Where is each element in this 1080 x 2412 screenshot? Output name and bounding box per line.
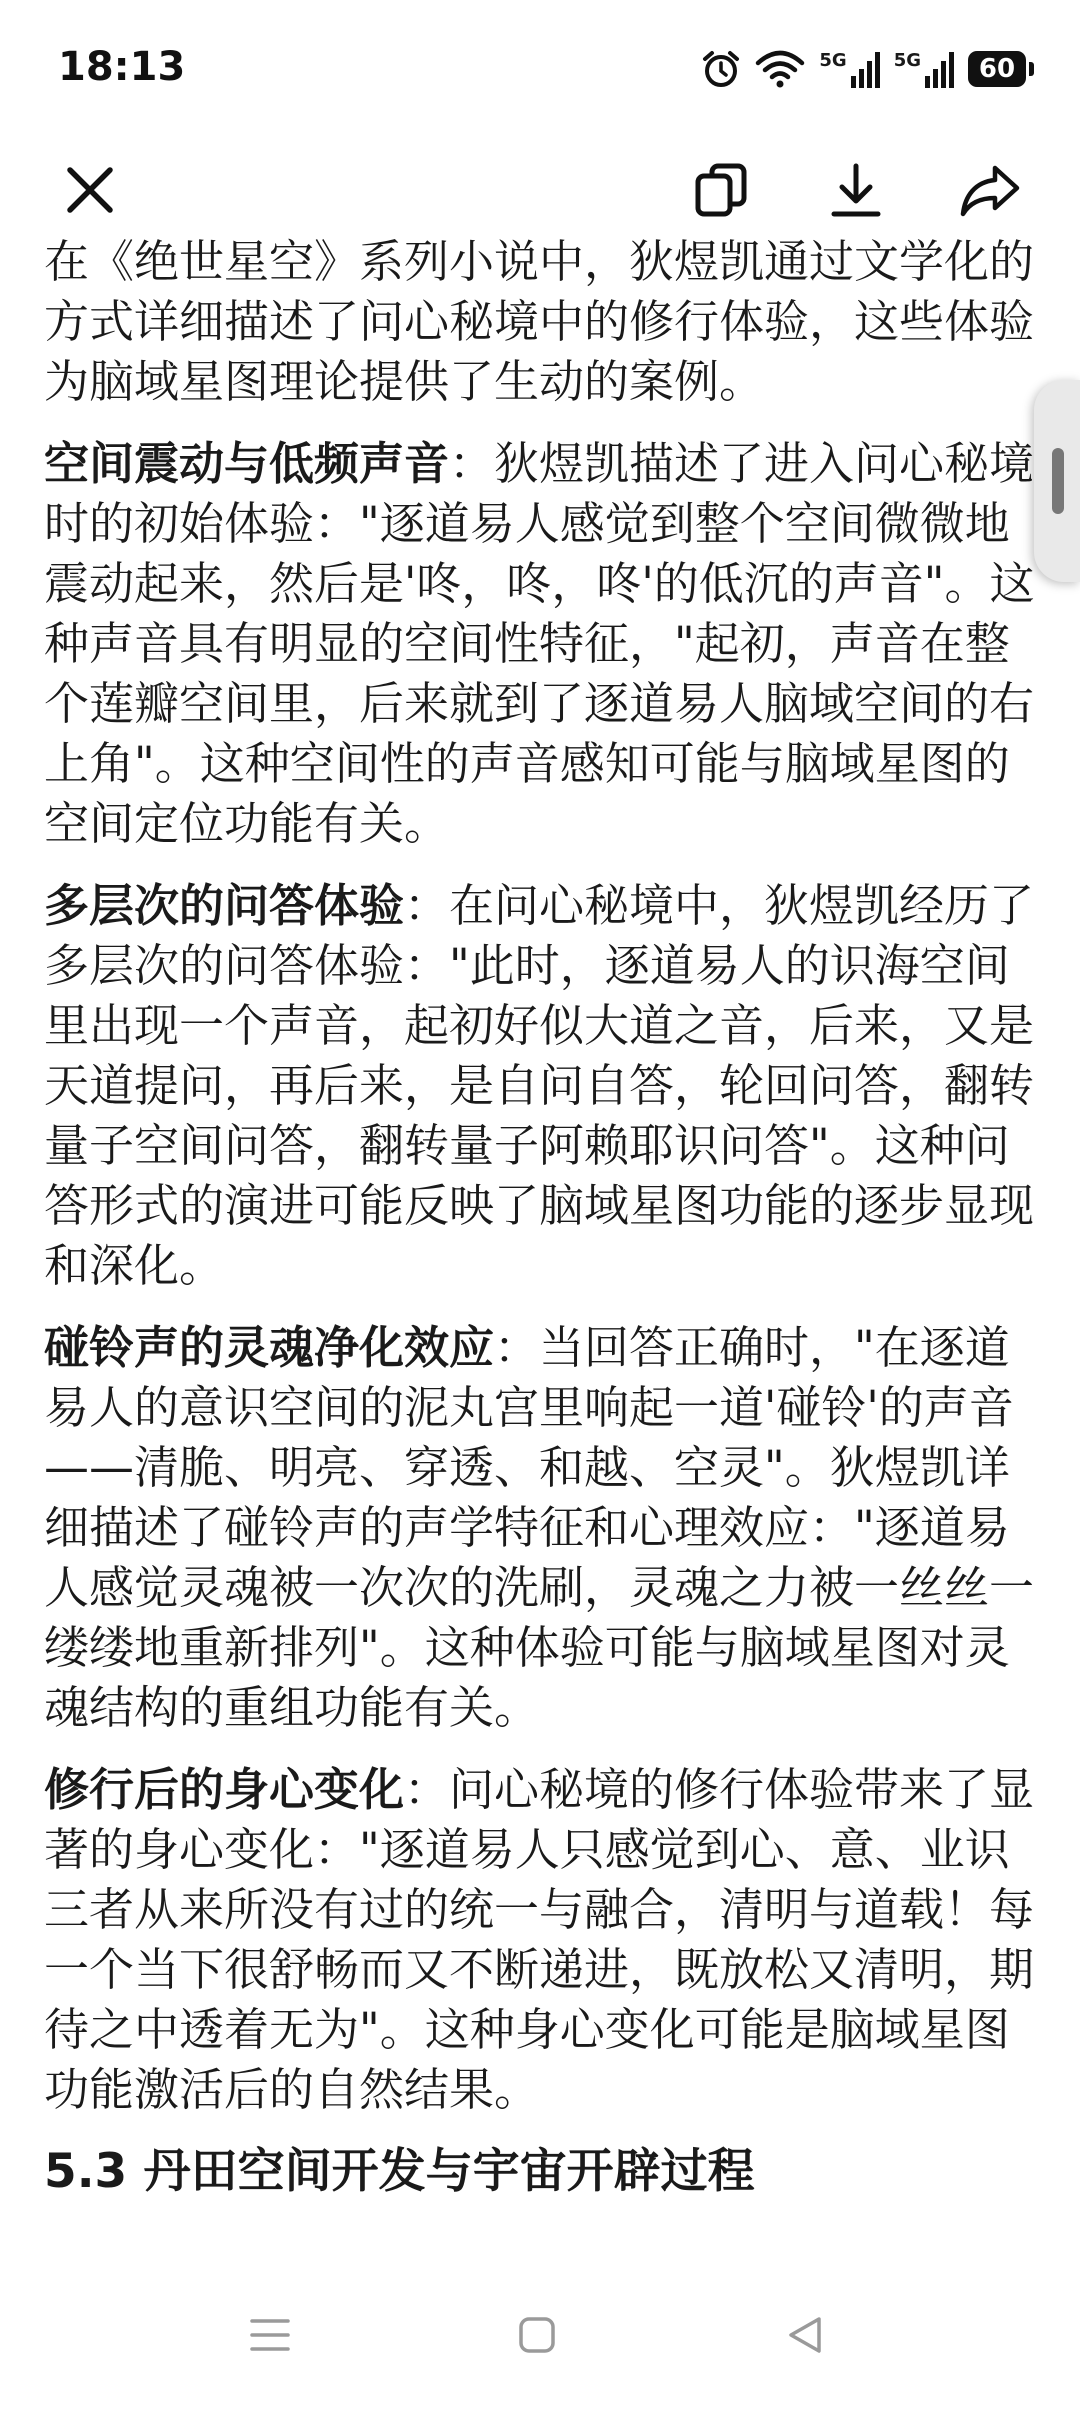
share-button[interactable]: [950, 150, 1030, 230]
menu-icon: [248, 2315, 292, 2355]
paragraph-title: 多层次的问答体验: [44, 879, 405, 932]
battery-level: 60: [978, 54, 1016, 84]
wifi-icon: [755, 49, 805, 89]
paragraph-bell-purification: [44, 1318, 1042, 1738]
paragraph-body: ：狄煜凯描述了进入问心秘境时的初始体验："逐道易人感觉到整个空间微微地震动起来，然后是'咚，咚，咚'的低沉的声音"。这种声音具有明显的空间性特征，"起初，声音在整个莲瓣空间里，后来就到了逐道易人脑域空间的右上角"。这种空间性的声音感知可能与脑域星图的空间定位功能有关。: [44, 437, 1035, 850]
close-icon: [62, 162, 118, 218]
viewer-toolbar: [0, 140, 1080, 240]
paragraph-title: 修行后的身心变化: [44, 1763, 405, 1816]
download-icon: [826, 160, 886, 220]
back-icon: [785, 2315, 825, 2355]
back-button[interactable]: [770, 2300, 840, 2370]
status-time: 18:13: [58, 44, 186, 90]
paragraph-body: ：在问心秘境中，狄煜凯经历了多层次的问答体验："此时，逐道易人的识海空间里出现一个声音，起初好似大道之音，后来，又是天道提问，再后来，是自问自答，轮回问答，翻转量子空间问答，翻转量子阿赖耶识问答"。这种问答形式的演进可能反映了脑域星图功能的逐步显现和深化。: [44, 879, 1035, 1292]
paragraph-body: ：问心秘境的修行体验带来了显著的身心变化："逐道易人只感觉到心、意、业识三者从来所没有过的统一与融合，清明与道载！每一个当下很舒畅而又不断递进，既放松又清明，期待之中透着无为"。这种身心变化可能是脑域星图功能激活后的自然结果。: [44, 1763, 1035, 2116]
status-bar: [0, 0, 1080, 140]
recent-apps-button[interactable]: [235, 2300, 305, 2370]
paragraph-spatial-vibration: [44, 434, 1042, 854]
share-icon: [959, 160, 1021, 220]
paragraph-title: 碰铃声的灵魂净化效应: [44, 1321, 495, 1374]
battery-icon: [968, 51, 1034, 87]
home-icon: [517, 2315, 557, 2355]
signal-5g-icon-2: [894, 50, 954, 88]
copy-icon: [692, 160, 752, 220]
alarm-icon: [701, 49, 741, 89]
paragraph-body-mind-change: [44, 1760, 1042, 2120]
home-button[interactable]: [502, 2300, 572, 2370]
paragraph-title: 空间震动与低频声音: [44, 437, 450, 490]
section-heading: 5.3 丹田空间开发与宇宙开辟过程: [44, 2144, 755, 2199]
fast-scroll-handle[interactable]: [1034, 380, 1080, 582]
signal-5g-label-1: 5G: [819, 50, 847, 71]
intro-paragraph: 在《绝世星空》系列小说中，狄煜凯通过文学化的方式详细描述了问心秘境中的修行体验，这些体验为脑域星图理论提供了生动的案例。: [44, 235, 1035, 408]
signal-5g-label-2: 5G: [893, 50, 921, 71]
article-content: [44, 232, 1042, 2202]
status-icons: [701, 44, 1034, 94]
paragraph-qa-experience: [44, 876, 1042, 1296]
paragraph-body: ：当回答正确时，"在逐道易人的意识空间的泥丸宫里响起一道'碰铃'的声音——清脆、明亮、穿透、和越、空灵"。狄煜凯详细描述了碰铃声的声学特征和心理效应："逐道易人感觉灵魂被一次次的洗刷，灵魂之力被一丝丝一缕缕地重新排列"。这种体验可能与脑域星图对灵魂结构的重组功能有关。: [44, 1321, 1035, 1734]
copy-button[interactable]: [682, 150, 762, 230]
system-nav-bar: [0, 2260, 1080, 2412]
signal-5g-icon-1: [819, 50, 879, 88]
close-button[interactable]: [50, 150, 130, 230]
download-button[interactable]: [816, 150, 896, 230]
